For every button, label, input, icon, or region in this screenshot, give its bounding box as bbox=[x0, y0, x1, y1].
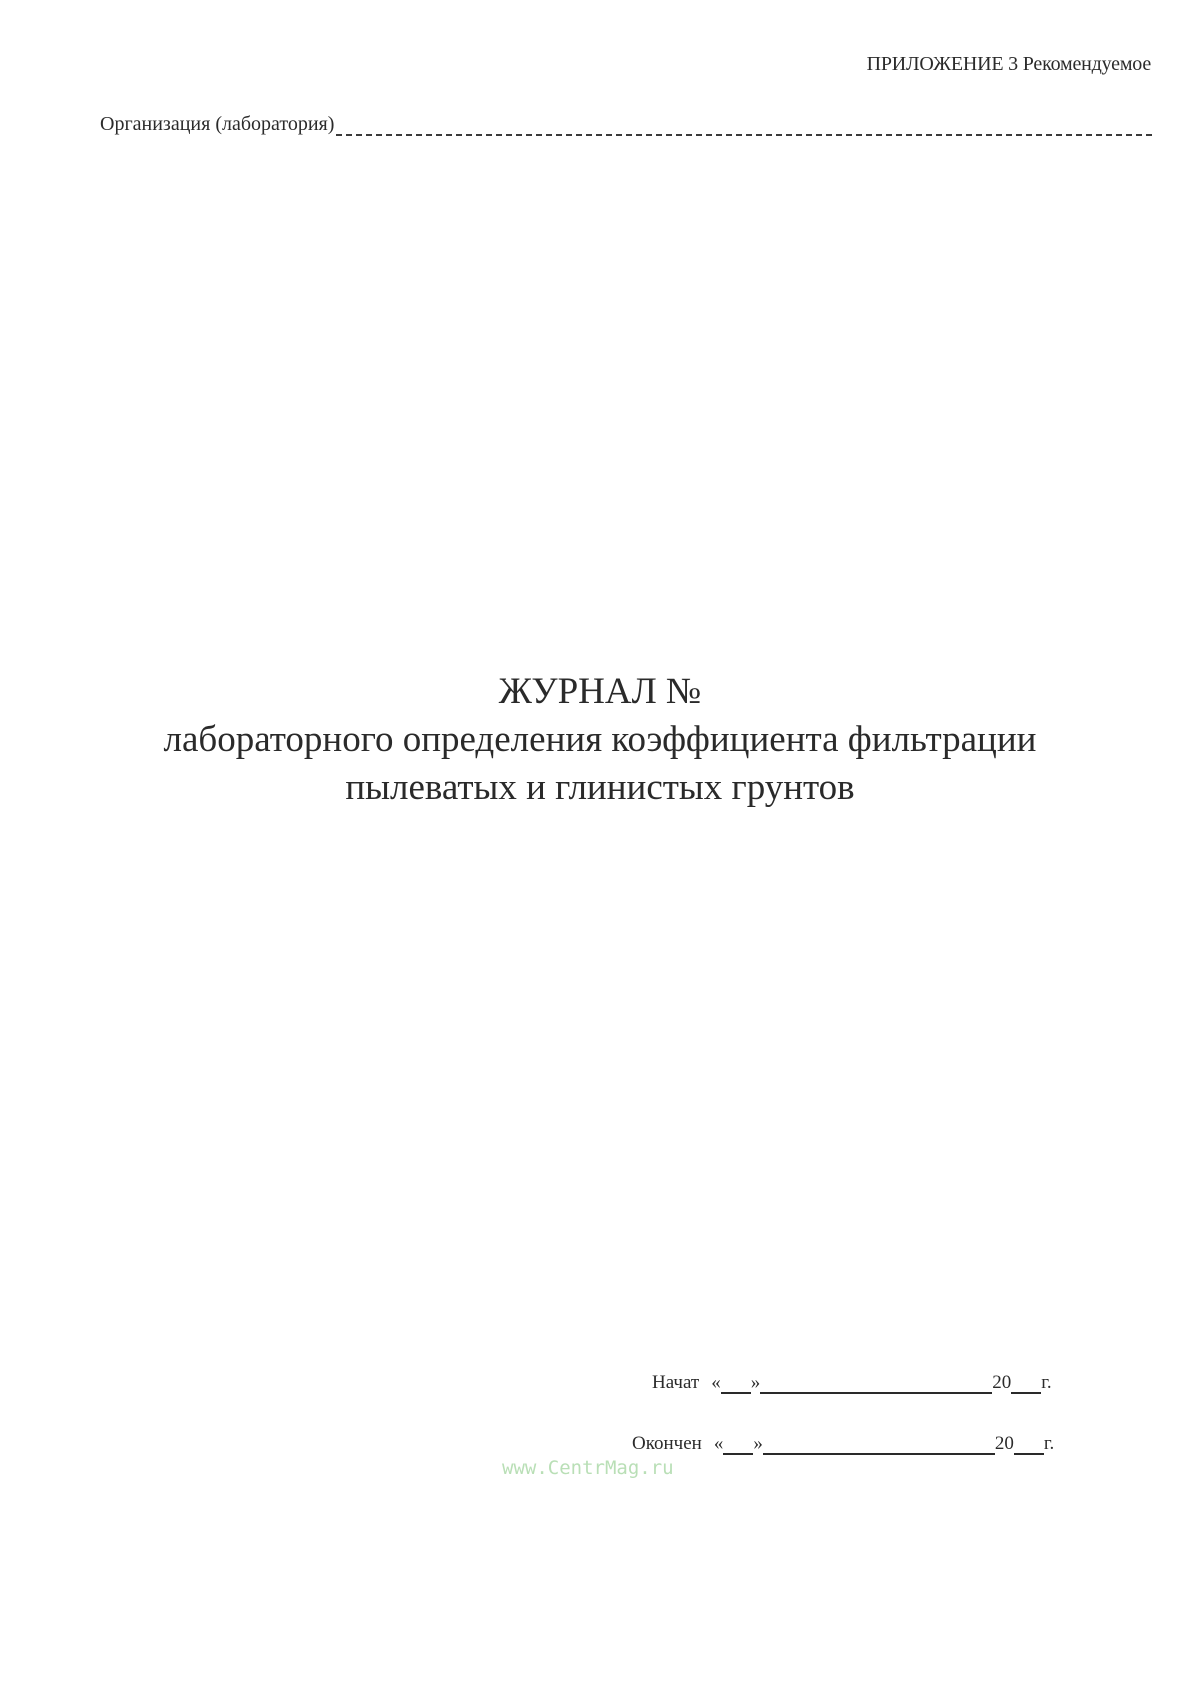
watermark: www.CentrMag.ru bbox=[502, 1457, 674, 1479]
day-blank bbox=[721, 1375, 751, 1394]
organization-blank bbox=[336, 114, 1152, 136]
finish-date-row bbox=[632, 1433, 1054, 1455]
title-line-3: пылеватых и глинистых грунтов bbox=[345, 767, 855, 808]
appendix-label: ПРИЛОЖЕНИЕ 3 Рекомендуемое bbox=[866, 53, 1151, 75]
title-line-2: лабораторного определения коэффициента фильтрации bbox=[163, 719, 1037, 760]
open-quote: « bbox=[713, 1433, 724, 1454]
finish-date-label: Окончен bbox=[632, 1433, 702, 1454]
day-blank bbox=[723, 1436, 753, 1455]
journal-title bbox=[0, 668, 1200, 812]
year-blank bbox=[1011, 1375, 1041, 1394]
close-quote: » bbox=[750, 1372, 761, 1393]
year-suffix: г. bbox=[1041, 1372, 1052, 1393]
year-blank bbox=[1014, 1436, 1044, 1455]
title-line-1: ЖУРНАЛ № bbox=[498, 671, 702, 712]
century-text: 20 bbox=[994, 1433, 1014, 1454]
month-blank bbox=[763, 1436, 995, 1455]
organization-label: Организация (лаборатория) bbox=[100, 113, 335, 135]
organization-field bbox=[100, 113, 1152, 136]
open-quote: « bbox=[711, 1372, 721, 1393]
start-date-row bbox=[652, 1372, 1052, 1394]
century-text: 20 bbox=[992, 1372, 1012, 1393]
start-date-label: Начат bbox=[652, 1372, 700, 1393]
year-suffix: г. bbox=[1043, 1433, 1055, 1454]
month-blank bbox=[760, 1375, 992, 1394]
close-quote: » bbox=[753, 1433, 763, 1454]
